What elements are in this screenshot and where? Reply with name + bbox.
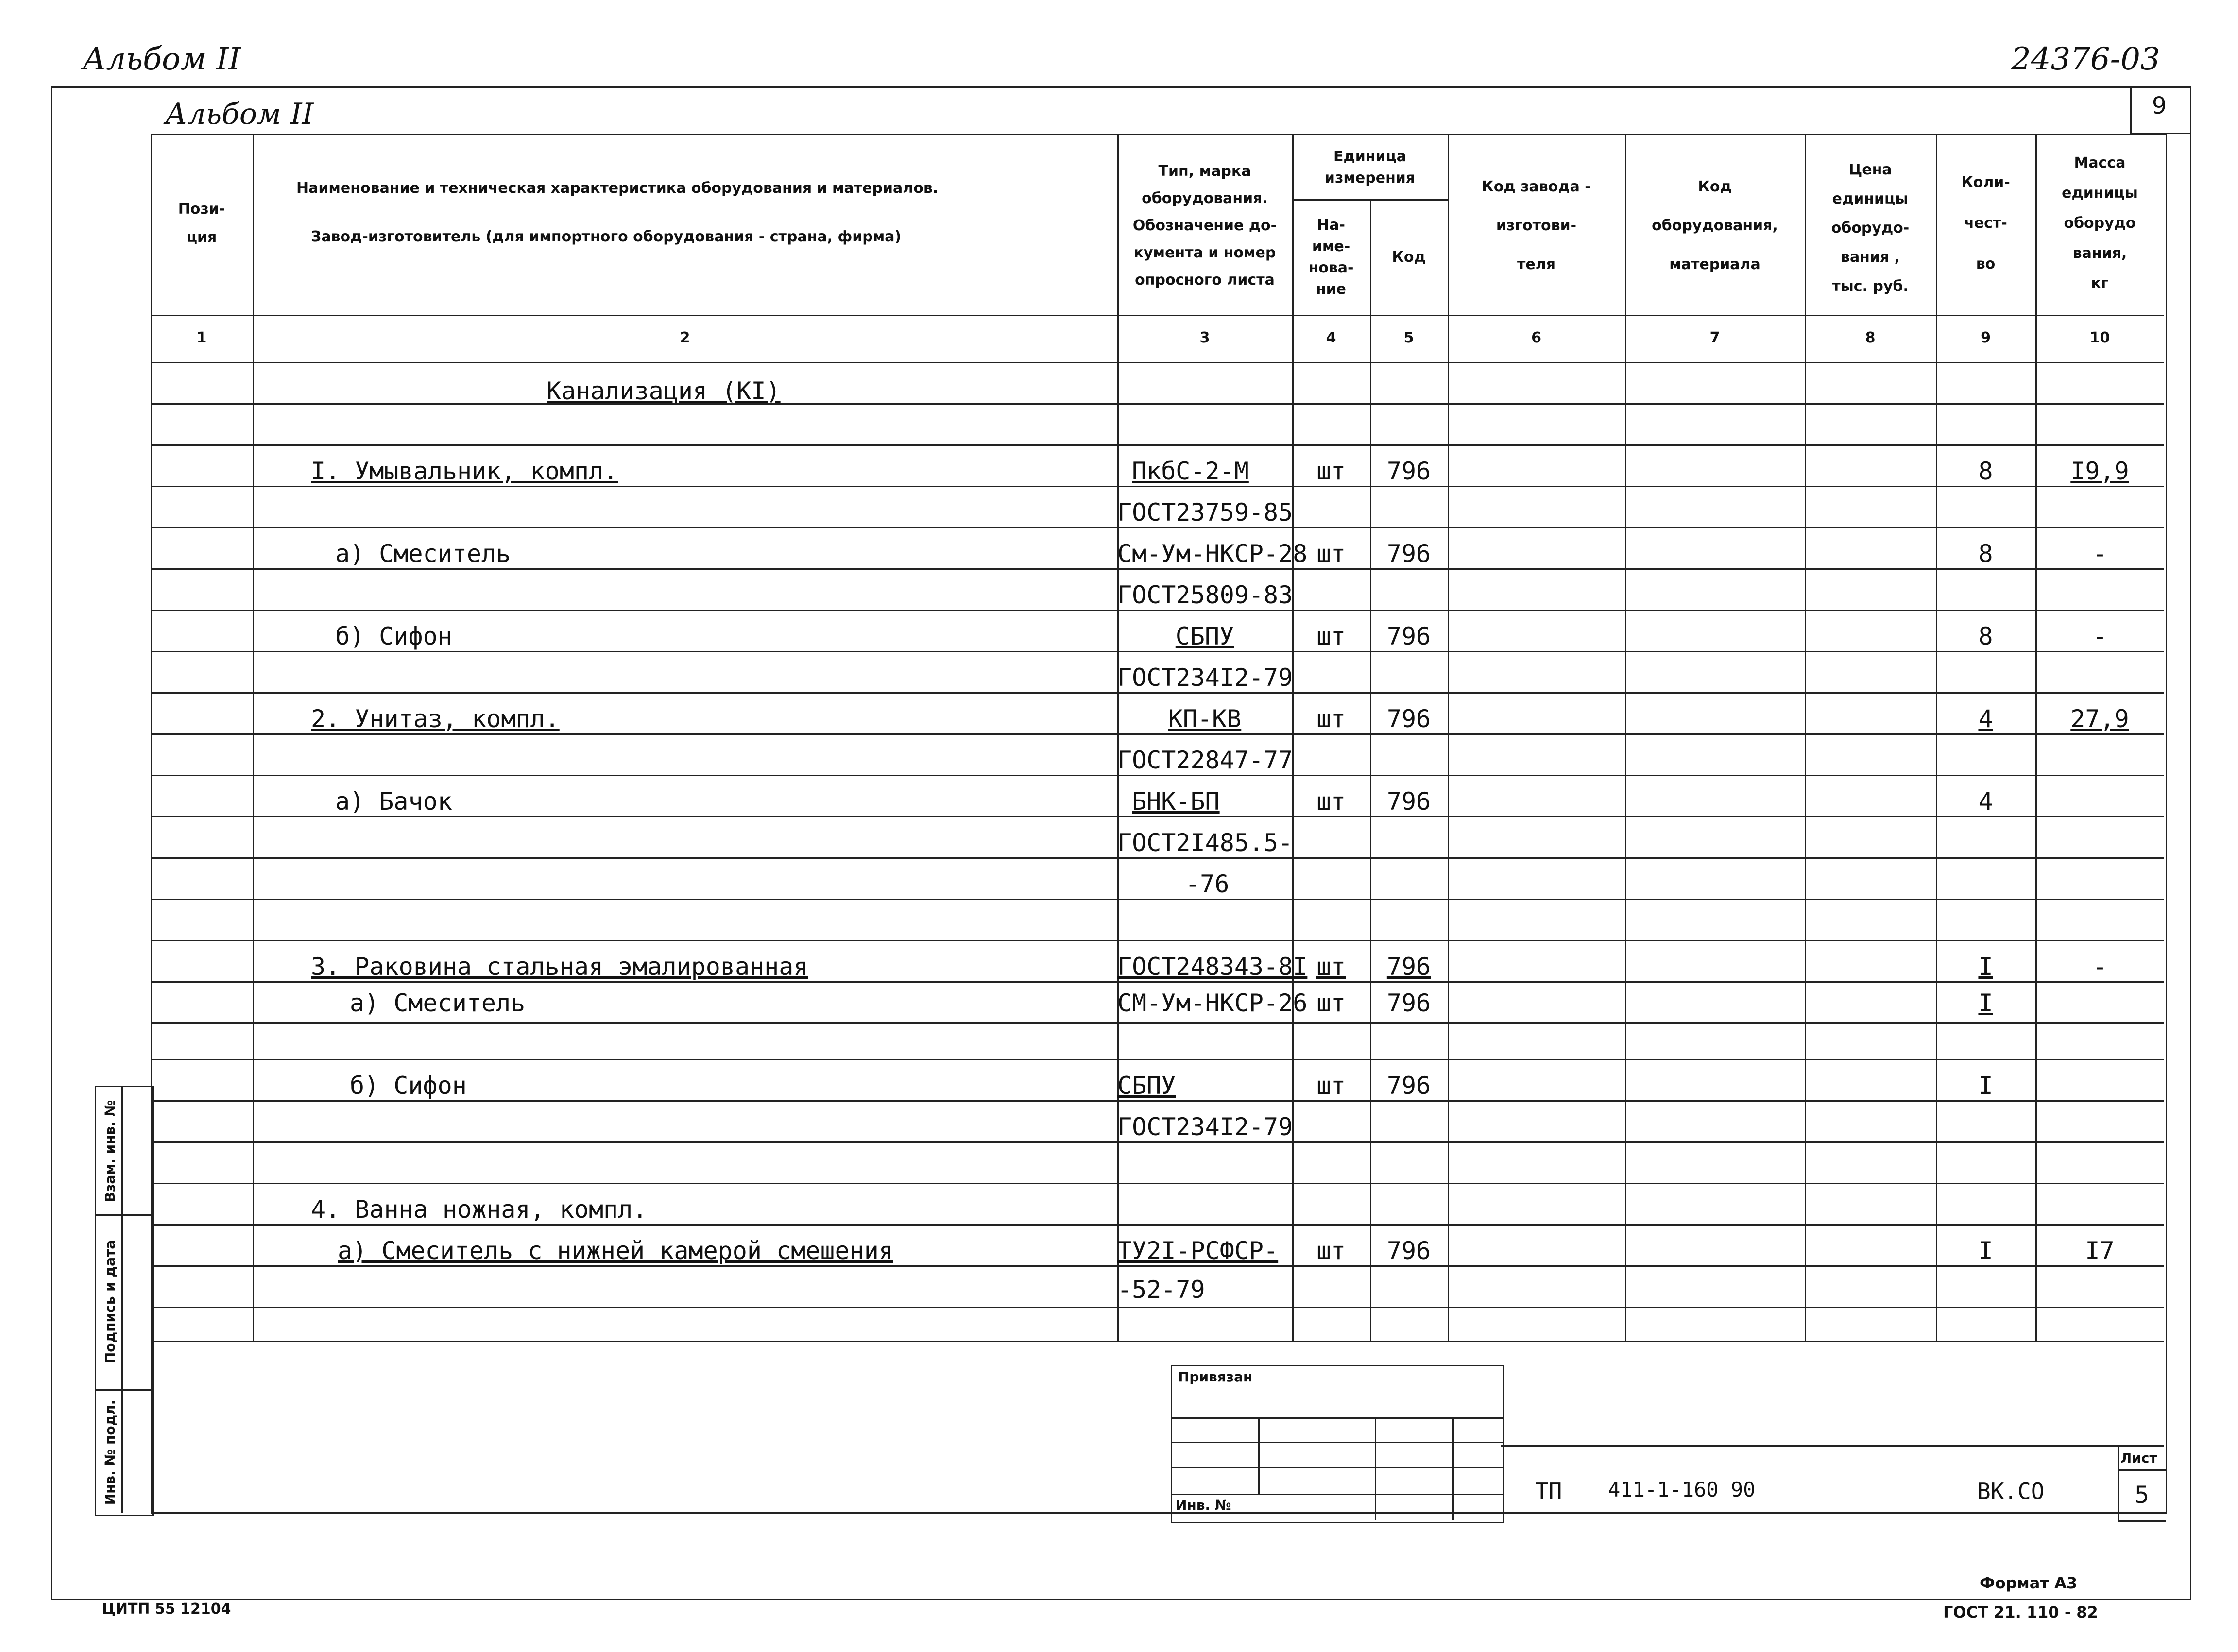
colnum-bottom-line [151,362,2164,363]
item-type: ПкбС-2-М [1132,457,1249,485]
item-code: 796 [1386,622,1431,650]
row-line [151,1265,2164,1267]
col-divider [253,134,254,1341]
binding-divider [1258,1417,1260,1494]
col-divider [2035,134,2037,1341]
item-qty: I [1978,1237,1993,1265]
title-line [1501,1445,2164,1447]
project-number: 411-1-160 90 [1608,1478,1756,1501]
item-code: 796 [1386,989,1431,1017]
row-line [151,610,2164,611]
item-name: I. Умывальник, компл. [311,457,618,485]
item-qty: 8 [1978,622,1993,650]
colnum-3: 3 [1199,329,1210,346]
row-line [151,981,2164,983]
sheet-label: Лист [2120,1450,2157,1466]
item-unit: шт [1316,989,1346,1017]
header-bottom-line [151,315,2164,316]
row-line [151,692,2164,694]
section-title: Канализация (KI) [547,377,781,405]
row-line [151,568,2164,570]
item-code: 796 [1386,1072,1431,1100]
row-line [151,1307,2164,1308]
row-line [151,733,2164,735]
item-unit: шт [1316,540,1346,568]
tp-label: ТП [1535,1478,1562,1504]
item-doc-cont: -76 [1185,870,1230,898]
header-equipment-code: Код оборудования, материала [1652,178,1778,273]
item-qty: 4 [1978,705,1993,733]
item-doc: ГОСТ23759-85 [1117,498,1293,527]
item-doc: ГОСТ25809-83 [1117,581,1293,609]
item-mass: I9,9 [2070,457,2129,485]
item-unit: шт [1316,787,1346,816]
row-line [151,857,2164,859]
header-unit-group: Единица измерения [1324,148,1416,187]
table-bottom-line [151,1341,2164,1342]
sheet-number: 5 [2134,1482,2150,1509]
item-mass: - [2092,622,2107,650]
row-line [151,486,2164,487]
header-position: Пози- ция [178,201,225,246]
item-name: а) Смеситель [335,540,511,568]
footer-format: Формат А3 [1980,1574,2078,1592]
item-name: а) Бачок [335,787,452,816]
row-line [151,1141,2164,1143]
col-divider [1805,134,1806,1341]
item-type: БНК-БП [1132,787,1220,816]
col-divider [1448,134,1449,1341]
item-code: 796 [1386,787,1431,816]
item-unit: шт [1316,457,1346,485]
header-unit-name: На- име- нова- ние [1308,217,1354,298]
item-type: СМ-Ум-НКСР-26 [1117,989,1308,1017]
item-code: 796 [1386,953,1431,981]
header-name-line2: Завод-изготовитель (для импортного оборудования - страна, фирма) [311,228,902,245]
item-doc: -52-79 [1117,1276,1205,1304]
item-mass: - [2092,540,2107,568]
row-line [151,651,2164,652]
item-code: 796 [1386,457,1431,485]
item-unit: шт [1316,705,1346,733]
colnum-7: 7 [1709,329,1720,346]
item-doc: ГОСТ234I2-79 [1117,664,1293,692]
item-unit: шт [1316,1237,1346,1265]
item-qty: I [1978,989,1993,1017]
item-code: 796 [1386,705,1431,733]
col-divider [1292,134,1294,1341]
row-line [151,940,2164,941]
stamp-signature-date: Подпись и дата [102,1240,118,1364]
row-line [151,1224,2164,1226]
row-line [151,403,2164,405]
album-label-inner: Альбом II [165,97,314,131]
item-code: 796 [1386,1237,1431,1265]
col-divider [1117,134,1119,1341]
colnum-9: 9 [1981,329,1991,346]
row-line [151,816,2164,817]
header-unit-code: Код [1392,249,1426,266]
item-type: ТУ2I-РСФСР- [1117,1237,1279,1265]
album-label-top: Альбом II [83,41,241,77]
colnum-10: 10 [2089,329,2110,346]
item-unit: шт [1316,953,1346,981]
item-name: 3. Раковина стальная эмалированная [311,953,808,981]
row-line [151,444,2164,446]
colnum-1: 1 [196,329,207,346]
item-type: СБПУ [1117,1072,1176,1100]
header-mass: Масса единицы оборудо вания, кг [2062,154,2138,292]
row-line [151,1183,2164,1184]
item-qty: 4 [1978,787,1993,816]
side-stamp-divider [121,1086,123,1513]
colnum-8: 8 [1865,329,1876,346]
item-name: а) Смеситель [350,989,526,1017]
header-name-line1: Наименование и техническая характеристика оборудования и материалов. [296,180,939,197]
inv-number-label: Инв. № [1176,1497,1231,1513]
binding-label: Привязан [1178,1369,1253,1385]
item-type: ГОСТ248343-8I [1117,953,1308,981]
item-mass: - [2092,953,2107,981]
row-line [151,899,2164,900]
item-mass: 27,9 [2070,705,2129,733]
item-qty: I [1978,953,1993,981]
row-line [151,1059,2164,1060]
row-line [151,527,2164,528]
item-code: 796 [1386,540,1431,568]
item-unit: шт [1316,622,1346,650]
doc-code: ВК.СО [1977,1478,2045,1504]
colnum-4: 4 [1326,329,1336,346]
header-price: Цена единицы оборудо- вания , тыс. руб. [1831,161,1910,295]
item-type: СБПУ [1175,622,1234,650]
item-doc: ГОСТ234I2-79 [1117,1113,1293,1141]
binding-divider [1375,1417,1376,1520]
header-quantity: Коли- чест- во [1961,174,2010,272]
item-type: См-Ум-НКСР-28 [1117,540,1308,568]
header-type: Тип, марка оборудования. Обозначение до- кумента и номер опросного листа [1132,163,1277,289]
item-name: а) Смеситель с нижней камерой смешения [338,1237,893,1265]
item-qty: 8 [1978,540,1993,568]
binding-divider [1452,1417,1454,1520]
item-mass: I7 [2085,1237,2115,1265]
item-unit: шт [1316,1072,1346,1100]
stamp-inv-original: Инв. № подл. [102,1399,118,1505]
col-divider [1625,134,1626,1341]
item-name: б) Сифон [350,1072,467,1100]
col-divider [1370,199,1371,1341]
page-number: 9 [2152,92,2167,119]
item-name: 4. Ванна ножная, компл. [311,1195,648,1224]
row-line [151,1100,2164,1102]
stamp-replace-inv: Взам. инв. № [102,1100,118,1203]
sheet-box-divider [2118,1469,2166,1471]
colnum-5: 5 [1403,329,1414,346]
col-divider [1936,134,1937,1341]
item-qty: I [1978,1072,1993,1100]
footer-left-code: ЦИТП 55 12104 [102,1601,231,1618]
item-name: 2. Унитаз, компл. [311,705,560,733]
item-name: б) Сифон [335,622,452,650]
item-doc: ГОСТ2I485.5- [1117,829,1293,857]
header-factory-code: Код завода - изготови- теля [1482,178,1591,273]
colnum-6: 6 [1531,329,1541,346]
archive-number: 24376-03 [2011,41,2160,77]
item-doc: ГОСТ22847-77 [1117,746,1293,774]
item-type: КП-КВ [1168,705,1242,733]
row-line [151,775,2164,776]
row-line [151,1022,2164,1024]
item-qty: 8 [1978,457,1993,485]
footer-gost: ГОСТ 21. 110 - 82 [1943,1603,2098,1621]
colnum-2: 2 [680,329,690,346]
